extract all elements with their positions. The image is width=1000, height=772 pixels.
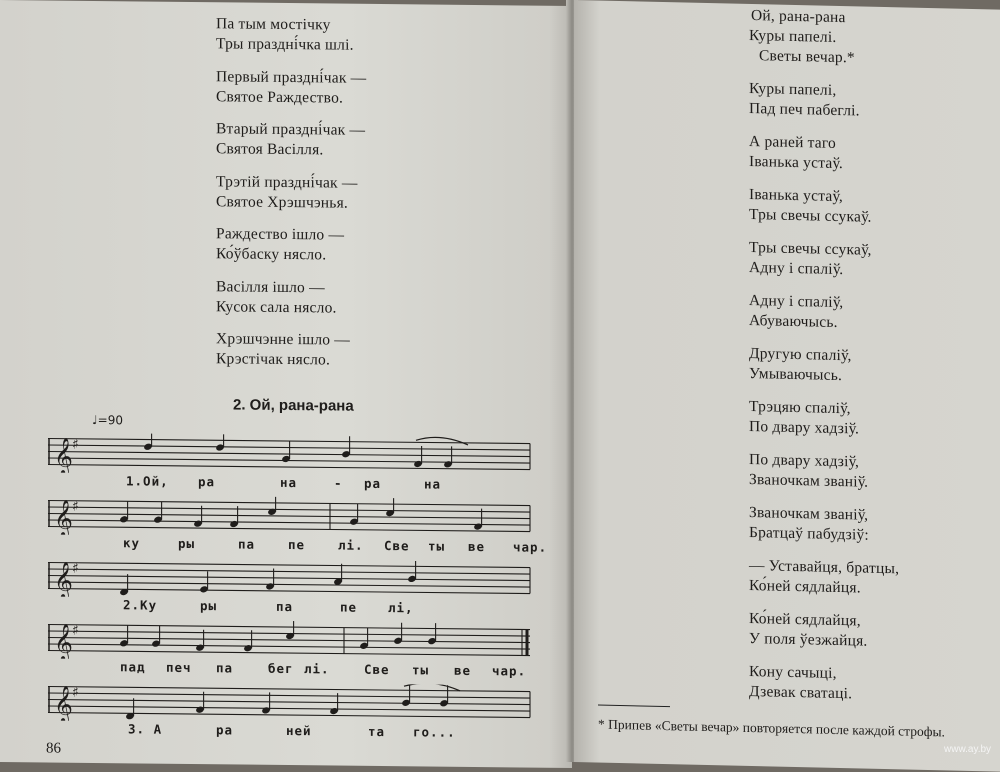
stanza xyxy=(749,238,872,281)
music-lyrics xyxy=(48,597,538,622)
verse-line: Ко́ней сядлайця, xyxy=(749,609,861,630)
verse-line: Дзевак сватаці. xyxy=(749,682,853,703)
lyric-syllable: пе xyxy=(340,599,358,615)
stanza xyxy=(749,450,868,493)
right-page xyxy=(574,0,1000,772)
verse-line: Умываючысь. xyxy=(749,364,843,385)
verse-line: Первый праздні́чак — xyxy=(216,67,367,87)
note xyxy=(153,502,163,524)
lyric-syllable: ра xyxy=(198,474,216,490)
music-staff xyxy=(48,433,538,492)
note xyxy=(427,623,437,645)
music-lyrics xyxy=(48,659,538,684)
lyric-syllable: па xyxy=(238,536,256,552)
stanza xyxy=(749,556,899,599)
lyric-syllable: ку xyxy=(123,535,141,551)
verse-line: Кону сачыці, xyxy=(749,662,837,682)
music-staff xyxy=(48,557,538,616)
watermark: www.ay.by xyxy=(944,744,992,755)
verse-line: Кусок сала нясло. xyxy=(216,297,337,317)
verse-line: Пад печ пабеглі. xyxy=(749,99,860,120)
verse-line: Тры праздні́чка шлі. xyxy=(216,35,354,54)
verse-line: — Уставайця, братцы, xyxy=(749,556,900,578)
stanza xyxy=(749,397,859,439)
sharp-icon: ♯ xyxy=(72,560,79,577)
staff-lines xyxy=(48,557,538,602)
lyric-syllable: Све xyxy=(384,538,410,554)
verse-line: Васілля ішло — xyxy=(216,277,325,296)
lyric-syllable: ра xyxy=(216,722,234,738)
music-lyrics xyxy=(48,721,538,746)
stanza xyxy=(749,6,855,68)
note xyxy=(385,495,395,517)
note xyxy=(199,571,209,593)
staff-lines xyxy=(48,495,538,540)
lyric-syllable: ве xyxy=(454,662,472,678)
lyric-syllable: ра xyxy=(364,475,382,491)
lyric-syllable: па xyxy=(216,660,234,676)
staff-lines xyxy=(48,619,538,664)
lyric-syllable: Све xyxy=(364,661,390,678)
note xyxy=(359,628,369,650)
note xyxy=(439,685,449,707)
note xyxy=(119,574,129,596)
verse-line: Абуваючысь. xyxy=(749,311,838,331)
note xyxy=(407,561,417,583)
lyric-syllable: па xyxy=(276,598,294,615)
lyric-syllable: печ xyxy=(166,659,192,676)
treble-clef-icon: 𝄞 xyxy=(54,622,73,661)
lyric-syllable: на xyxy=(280,474,298,491)
verse-line: Крэстічак нясло. xyxy=(216,350,331,369)
verse-line: Іванька устаў, xyxy=(749,185,843,206)
stanza xyxy=(749,132,843,174)
sharp-icon: ♯ xyxy=(72,436,79,453)
lyric-syllable: чар. xyxy=(513,539,548,555)
lyric-syllable: на xyxy=(424,476,442,492)
lyric-syllable: 1.Ой, xyxy=(126,473,169,489)
page-number: 86 xyxy=(46,740,61,757)
verse-line: Святое Раждество. xyxy=(216,87,344,107)
note xyxy=(341,436,351,458)
note xyxy=(285,619,295,641)
stanza xyxy=(749,503,869,546)
note xyxy=(393,623,403,645)
footnote: * Припев «Светы вечар» повторяется после каждой строфы. xyxy=(598,716,945,740)
verse-line: Адну і спаліў. xyxy=(749,258,844,279)
verse-line: Куры папелі. xyxy=(749,26,837,46)
verse-line: Ко́ней сядлайця. xyxy=(749,576,861,597)
verse-line: Званочкам званіў. xyxy=(749,470,869,491)
treble-clef-icon: 𝄞 xyxy=(54,436,73,475)
note xyxy=(119,501,129,523)
music-lyrics xyxy=(48,535,548,560)
note xyxy=(401,685,411,707)
lyric-syllable: ней xyxy=(286,722,312,739)
note xyxy=(267,495,277,517)
stanza xyxy=(749,662,852,704)
verse-line: Па тым мостічку xyxy=(216,15,331,34)
tempo-marking: ♩=90 xyxy=(92,412,123,428)
treble-clef-icon: 𝄞 xyxy=(54,684,73,723)
music-lyrics xyxy=(48,473,538,498)
staff-lines xyxy=(48,681,538,726)
song-title: 2. Ой, рана-рана xyxy=(233,396,354,415)
stanza xyxy=(216,119,365,161)
verse-line: Куры папелі, xyxy=(749,79,837,99)
note xyxy=(119,625,129,647)
music-staff xyxy=(48,495,548,555)
lyric-syllable: ры xyxy=(200,598,218,614)
verse-line: Хрэшчэнне ішло — xyxy=(216,330,351,349)
lyric-syllable: чар. xyxy=(492,663,527,679)
sharp-icon: ♯ xyxy=(72,498,79,515)
verse-line: Ой, рана-рана xyxy=(751,7,846,27)
stanza xyxy=(216,172,358,213)
lyric-syllable: ты xyxy=(428,538,446,554)
stanza xyxy=(749,185,872,228)
lyric-syllable: го... xyxy=(413,724,456,740)
verse-line: Святое Хрэшчэнья. xyxy=(216,192,348,212)
verse-line: Адну і спаліў, xyxy=(749,291,844,312)
stanza xyxy=(216,329,350,370)
lyric-syllable: лі, xyxy=(388,600,414,616)
left-poem xyxy=(0,0,572,369)
verse-line: Званочкам званіў, xyxy=(749,503,869,524)
verse-line: Тры свечы ссукаў, xyxy=(749,238,872,259)
verse-line: А раней таго xyxy=(749,132,837,152)
verse-line: Трэцяю спаліў, xyxy=(749,397,851,418)
stanza xyxy=(749,344,852,386)
stanza xyxy=(749,291,843,333)
verse-line: Светы вечар.* xyxy=(759,47,855,67)
footnote-rule xyxy=(598,705,670,708)
lyric-syllable: лі. xyxy=(338,537,364,553)
verse-line: Раждество ішло — xyxy=(216,225,345,244)
note xyxy=(333,564,343,586)
verse-line: По двару хадзіў, xyxy=(749,450,860,471)
verse-line: Іванька устаў. xyxy=(749,152,843,173)
stanza xyxy=(216,277,337,318)
stanza xyxy=(216,224,344,265)
verse-line: Братцаў пабудзіў: xyxy=(749,523,869,544)
verse-line: Трэтій праздні́чак — xyxy=(216,172,358,192)
stanza xyxy=(749,79,860,122)
lyric-syllable: лі. xyxy=(304,661,330,677)
note xyxy=(151,626,161,648)
stanza xyxy=(216,67,366,109)
note xyxy=(349,504,359,526)
lyric-syllable: - xyxy=(334,475,343,491)
verse-line: У поля ўезжайця. xyxy=(749,629,868,650)
note xyxy=(281,441,291,463)
treble-clef-icon: 𝄞 xyxy=(54,560,73,599)
verse-line: По двару хадзіў. xyxy=(749,417,860,438)
staff-lines xyxy=(48,433,538,478)
lyric-syllable: ры xyxy=(178,535,196,552)
verse-line: Ко́ўбаску нясло. xyxy=(216,245,327,264)
note xyxy=(125,698,135,720)
lyric-syllable: пе xyxy=(288,537,306,553)
verse-line: Другую спаліў, xyxy=(749,344,852,365)
lyric-syllable: ты xyxy=(412,662,430,678)
music-staff xyxy=(48,619,538,679)
music-staff xyxy=(48,681,538,740)
note xyxy=(215,433,225,452)
right-poem xyxy=(574,0,1000,703)
lyric-syllable: ве xyxy=(468,538,486,555)
lyric-syllable: бег xyxy=(268,660,294,677)
verse-line: Втарый праздні́чак — xyxy=(216,120,366,139)
lyric-syllable: та xyxy=(368,723,386,740)
verse-line: Святоя Васілля. xyxy=(216,140,324,159)
treble-clef-icon: 𝄞 xyxy=(54,498,73,537)
lyric-syllable: пад xyxy=(120,659,146,675)
stanza xyxy=(749,609,867,652)
lyric-syllable: 3. А xyxy=(128,721,163,737)
verse-line: Тры свечы ссукаў. xyxy=(749,205,872,226)
lyric-syllable: 2.Ку xyxy=(123,597,158,613)
sharp-icon: ♯ xyxy=(72,684,79,701)
stanza xyxy=(216,14,354,55)
note xyxy=(143,433,153,451)
sharp-icon: ♯ xyxy=(72,622,79,639)
